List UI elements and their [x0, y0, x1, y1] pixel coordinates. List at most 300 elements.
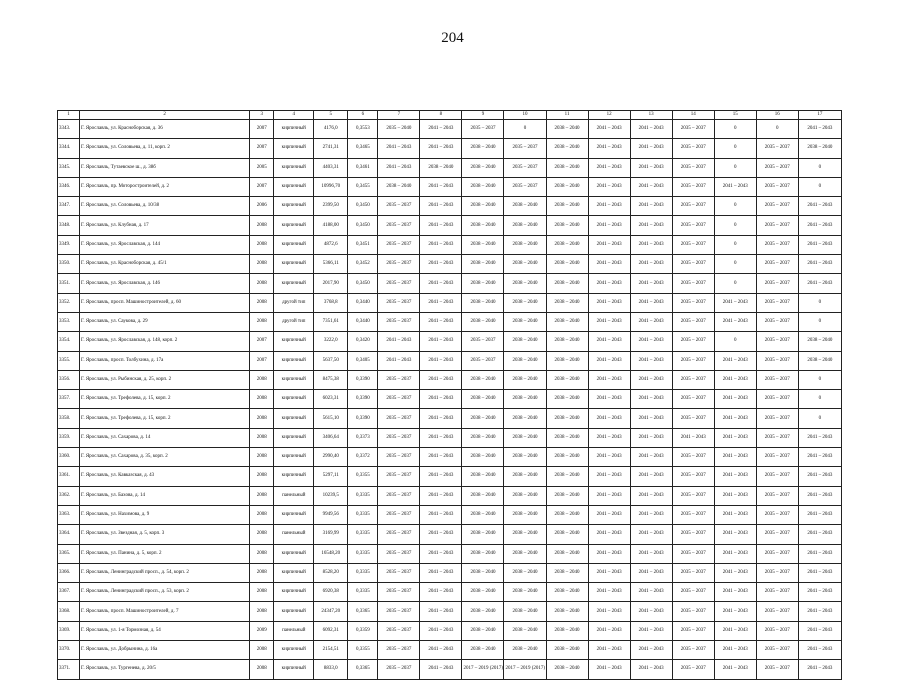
table-cell: 2041 – 2043	[798, 428, 841, 447]
table-cell: 0,3335	[348, 525, 378, 544]
table-cell: 2035 – 2037	[672, 525, 714, 544]
table-cell: 2041 – 2043	[420, 448, 462, 467]
table-cell: 2038 – 2040	[504, 583, 546, 602]
column-header: 5	[314, 111, 348, 120]
table-cell: 2038 – 2040	[462, 158, 504, 177]
address-cell: Г. Ярославль, ул. Панина, д. 5, корп. 2	[80, 544, 250, 563]
table-cell: 2041 – 2043	[714, 602, 756, 621]
table-cell: 0,3365	[348, 602, 378, 621]
table-cell: 2038 – 2040	[546, 583, 588, 602]
table-cell: 2038 – 2040	[798, 332, 841, 351]
table-cell: 2041 – 2043	[420, 467, 462, 486]
table-row	[58, 120, 842, 139]
table-cell: 0	[714, 120, 756, 139]
table-cell: 2041 – 2043	[714, 583, 756, 602]
column-header: 13	[630, 111, 672, 120]
table-cell: 2041 – 2043	[588, 274, 630, 293]
row-number-cell: 3349.	[58, 235, 80, 254]
table-cell: 2041 – 2043	[588, 486, 630, 505]
table-cell: 2041 – 2043	[798, 274, 841, 293]
table-cell: 2007	[250, 332, 274, 351]
table-cell: 2038 – 2040	[546, 370, 588, 389]
table-cell: 2035 – 2037	[672, 235, 714, 254]
table-cell: 2035 – 2037	[756, 660, 798, 679]
column-header: 10	[504, 111, 546, 120]
table-cell: 2038 – 2040	[378, 177, 420, 196]
table-cell: 2035 – 2037	[756, 351, 798, 370]
table-row	[58, 197, 842, 216]
row-number-cell: 3358.	[58, 409, 80, 428]
table-cell: 0,3365	[348, 660, 378, 679]
table-cell: 0,3335	[348, 486, 378, 505]
address-cell: Г. Ярославль, ул. Добрынина, д. 16а	[80, 641, 250, 660]
table-cell: 2041 – 2043	[588, 505, 630, 524]
table-row	[58, 583, 842, 602]
row-number-cell: 3361.	[58, 467, 80, 486]
table-cell: 2041 – 2043	[420, 312, 462, 331]
page-number: 204	[441, 30, 464, 46]
table-cell: 2035 – 2037	[672, 177, 714, 196]
table-cell: 2035 – 2037	[672, 370, 714, 389]
table-cell: 0,3450	[348, 274, 378, 293]
table-header	[58, 111, 842, 120]
table-cell: 2008	[250, 390, 274, 409]
table-cell: 2038 – 2040	[504, 448, 546, 467]
column-header: 11	[546, 111, 588, 120]
table-cell: 2038 – 2040	[462, 139, 504, 158]
table-cell: кирпичный	[274, 563, 314, 582]
table-cell: 2035 – 2037	[672, 255, 714, 274]
row-number-cell: 3369.	[58, 621, 80, 640]
table-cell: 2017 – 2019 (2017)	[504, 660, 546, 679]
table-cell: 2038 – 2040	[504, 332, 546, 351]
table-cell: 0	[798, 177, 841, 196]
table-cell: 2038 – 2040	[462, 505, 504, 524]
address-cell: Г. Ярославль, ул. Красноборская, д. 36	[80, 120, 250, 139]
table-cell: 2041 – 2043	[588, 197, 630, 216]
table-cell: 2035 – 2037	[378, 312, 420, 331]
table-cell: 2038 – 2040	[504, 505, 546, 524]
table-row	[58, 660, 842, 679]
table-cell: 4188,00	[314, 216, 348, 235]
table-cell: 2041 – 2043	[630, 660, 672, 679]
table-cell: 2035 – 2037	[378, 602, 420, 621]
table-cell: 2038 – 2040	[546, 390, 588, 409]
table-cell: 2035 – 2037	[672, 409, 714, 428]
row-number-cell: 3364.	[58, 525, 80, 544]
address-cell: Г. Ярославль, ул. Трефолева, д. 15, корп. 2	[80, 390, 250, 409]
table-cell: 0	[714, 139, 756, 158]
table-cell: 2008	[250, 544, 274, 563]
table-cell: 2041 – 2043	[420, 235, 462, 254]
row-number-cell: 3350.	[58, 255, 80, 274]
table-cell: 2041 – 2043	[378, 158, 420, 177]
column-header: 7	[378, 111, 420, 120]
table-cell: 2035 – 2037	[504, 177, 546, 196]
table-cell: 2035 – 2037	[378, 621, 420, 640]
table-cell: 2038 – 2040	[546, 467, 588, 486]
table-cell: 2035 – 2037	[756, 293, 798, 312]
table-cell: 2038 – 2040	[504, 641, 546, 660]
table-cell: 2038 – 2040	[504, 467, 546, 486]
table-cell: 4403,31	[314, 158, 348, 177]
table-cell: 2038 – 2040	[462, 255, 504, 274]
table-cell: 2038 – 2040	[504, 525, 546, 544]
table-cell: 2009	[250, 621, 274, 640]
table-cell: 2990,40	[314, 448, 348, 467]
table-cell: 2041 – 2043	[630, 293, 672, 312]
table-cell: 2041 – 2043	[672, 428, 714, 447]
column-header: 8	[420, 111, 462, 120]
table-cell: 2038 – 2040	[546, 563, 588, 582]
table-cell: 2041 – 2043	[798, 486, 841, 505]
table-cell: 0,3420	[348, 332, 378, 351]
table-cell: 2038 – 2040	[546, 505, 588, 524]
table-cell: 2041 – 2043	[420, 216, 462, 235]
column-header: 2	[80, 111, 250, 120]
column-header: 6	[348, 111, 378, 120]
table-cell: 2007	[250, 351, 274, 370]
table-cell: 0	[798, 370, 841, 389]
table-cell: 2038 – 2040	[546, 544, 588, 563]
table-cell: 2007	[250, 177, 274, 196]
table-cell: 2041 – 2043	[630, 505, 672, 524]
table-cell: 2038 – 2040	[546, 351, 588, 370]
table-cell: 2041 – 2043	[588, 563, 630, 582]
table-cell: 2038 – 2040	[546, 448, 588, 467]
table-cell: 2038 – 2040	[462, 641, 504, 660]
table-row	[58, 293, 842, 312]
table-cell: 0,3440	[348, 293, 378, 312]
table-cell: 2035 – 2037	[378, 216, 420, 235]
table-cell: 6920,38	[314, 583, 348, 602]
row-number-cell: 3347.	[58, 197, 80, 216]
table-cell: 2041 – 2043	[714, 525, 756, 544]
table-cell: 2038 – 2040	[546, 158, 588, 177]
column-header: 15	[714, 111, 756, 120]
table-row	[58, 602, 842, 621]
table-cell: 2041 – 2043	[714, 660, 756, 679]
table-cell: кирпичный	[274, 448, 314, 467]
table-cell: 2041 – 2043	[630, 235, 672, 254]
table-cell: 0	[714, 332, 756, 351]
table-row	[58, 351, 842, 370]
table-cell: 0,3450	[348, 216, 378, 235]
table-cell: 9949,56	[314, 505, 348, 524]
table-cell: 2041 – 2043	[714, 293, 756, 312]
table-cell: 2041 – 2043	[588, 621, 630, 640]
table-cell: 2041 – 2043	[714, 409, 756, 428]
table-cell: 2038 – 2040	[504, 602, 546, 621]
table-cell: 2035 – 2037	[378, 448, 420, 467]
table-cell: 2035 – 2037	[672, 293, 714, 312]
table-cell: 10996,70	[314, 177, 348, 196]
row-number-cell: 3354.	[58, 332, 80, 351]
table-cell: 2041 – 2043	[630, 583, 672, 602]
table-cell: 2041 – 2043	[420, 274, 462, 293]
table-row	[58, 409, 842, 428]
table-cell: панельный	[274, 525, 314, 544]
table-cell: 2035 – 2037	[756, 602, 798, 621]
table-cell: 2008	[250, 274, 274, 293]
table-cell: 2008	[250, 216, 274, 235]
table-cell: 2035 – 2037	[378, 660, 420, 679]
table-cell: кирпичный	[274, 660, 314, 679]
table-cell: 2041 – 2043	[420, 177, 462, 196]
table-cell: 2041 – 2043	[588, 312, 630, 331]
table-cell: кирпичный	[274, 370, 314, 389]
table-cell: 2399,50	[314, 197, 348, 216]
table-cell: 0,3335	[348, 544, 378, 563]
table-cell: 2035 – 2037	[756, 139, 798, 158]
table-cell: 2041 – 2043	[630, 525, 672, 544]
table-row	[58, 486, 842, 505]
table-cell: 2041 – 2043	[420, 563, 462, 582]
table-cell: 2041 – 2043	[630, 312, 672, 331]
table-cell: кирпичный	[274, 583, 314, 602]
table-cell: 2035 – 2037	[672, 197, 714, 216]
table-cell: 2008	[250, 467, 274, 486]
table-cell: 2008	[250, 505, 274, 524]
table-cell: 2041 – 2043	[630, 216, 672, 235]
table-cell: 2038 – 2040	[546, 197, 588, 216]
row-number-cell: 3353.	[58, 312, 80, 331]
table-body	[58, 120, 842, 680]
table-cell: 2041 – 2043	[378, 139, 420, 158]
table-cell: 2035 – 2037	[756, 274, 798, 293]
column-header: 9	[462, 111, 504, 120]
table-cell: 2041 – 2043	[714, 428, 756, 447]
table-cell: 2035 – 2037	[378, 235, 420, 254]
table-cell: 2006	[250, 197, 274, 216]
table-cell: 2041 – 2043	[420, 505, 462, 524]
table-cell: 2035 – 2037	[756, 255, 798, 274]
table-cell: 2041 – 2043	[588, 660, 630, 679]
table-cell: 2035 – 2037	[756, 583, 798, 602]
table-cell: 2041 – 2043	[630, 486, 672, 505]
table-cell: 2008	[250, 563, 274, 582]
row-number-cell: 3343.	[58, 120, 80, 139]
table-row	[58, 390, 842, 409]
table-cell: 2035 – 2037	[756, 370, 798, 389]
address-cell: Г. Ярославль, ул. Клубная, д. 17	[80, 216, 250, 235]
table-cell: 2038 – 2040	[546, 235, 588, 254]
table-cell: 2041 – 2043	[420, 293, 462, 312]
table-cell: 2038 – 2040	[504, 274, 546, 293]
table-cell: 2038 – 2040	[504, 216, 546, 235]
table-cell: 2041 – 2043	[588, 467, 630, 486]
row-number-cell: 3365.	[58, 544, 80, 563]
table-cell: 2041 – 2043	[630, 621, 672, 640]
table-cell: 2035 – 2037	[672, 505, 714, 524]
table-cell: кирпичный	[274, 409, 314, 428]
table-cell: 2041 – 2043	[378, 332, 420, 351]
address-cell: Г. Ярославль, Ленинградский просп., д. 53, корп. 2	[80, 583, 250, 602]
table-cell: 2041 – 2043	[630, 602, 672, 621]
table-cell: 6092,31	[314, 621, 348, 640]
table-cell: 0	[714, 274, 756, 293]
table-cell: 2041 – 2043	[420, 602, 462, 621]
table-cell: 0,3450	[348, 197, 378, 216]
table-cell: 2038 – 2040	[504, 370, 546, 389]
table-cell: 0	[714, 235, 756, 254]
table-cell: 2041 – 2043	[798, 216, 841, 235]
table-cell: кирпичный	[274, 467, 314, 486]
table-cell: 2038 – 2040	[462, 583, 504, 602]
table-cell: 2041 – 2043	[630, 544, 672, 563]
table-cell: 2038 – 2040	[546, 621, 588, 640]
table-cell: 2041 – 2043	[630, 120, 672, 139]
table-cell: 2038 – 2040	[462, 293, 504, 312]
table-cell: 2038 – 2040	[462, 486, 504, 505]
table-cell: 2041 – 2043	[798, 621, 841, 640]
table-cell: 2041 – 2043	[420, 197, 462, 216]
table-cell: кирпичный	[274, 505, 314, 524]
table-cell: 2035 – 2037	[672, 390, 714, 409]
table-cell: 2041 – 2043	[420, 332, 462, 351]
table-cell: кирпичный	[274, 544, 314, 563]
row-number-cell: 3348.	[58, 216, 80, 235]
row-number-cell: 3356.	[58, 370, 80, 389]
table-cell: 2035 – 2037	[756, 390, 798, 409]
table-cell: 2038 – 2040	[420, 158, 462, 177]
table-cell: 0	[714, 255, 756, 274]
table-cell: 2038 – 2040	[462, 235, 504, 254]
table-cell: 2041 – 2043	[420, 486, 462, 505]
table-cell: 2041 – 2043	[714, 312, 756, 331]
address-cell: Г. Ярославль, ул. Саукова, д. 29	[80, 312, 250, 331]
table-cell: 2035 – 2037	[378, 274, 420, 293]
table-cell: 2038 – 2040	[462, 428, 504, 447]
row-number-cell: 3357.	[58, 390, 80, 409]
table-cell: 2008	[250, 641, 274, 660]
table-cell: 2005	[250, 158, 274, 177]
table-cell: 2041 – 2043	[420, 139, 462, 158]
table-cell: 2038 – 2040	[462, 177, 504, 196]
table-cell: 2035 – 2037	[672, 274, 714, 293]
row-number-cell: 3355.	[58, 351, 80, 370]
table-cell: 2035 – 2037	[378, 467, 420, 486]
table-cell: 2038 – 2040	[798, 139, 841, 158]
table-cell: 2041 – 2043	[630, 139, 672, 158]
row-number-cell: 3368.	[58, 602, 80, 621]
table-cell: 0	[714, 216, 756, 235]
table-cell: 2038 – 2040	[546, 660, 588, 679]
table-cell: 2035 – 2037	[756, 467, 798, 486]
table-cell: 2041 – 2043	[588, 293, 630, 312]
table-cell: 2008	[250, 660, 274, 679]
table-cell: 2008	[250, 486, 274, 505]
table-cell: 2038 – 2040	[504, 293, 546, 312]
table-cell: 2035 – 2037	[756, 486, 798, 505]
table-cell: 2038 – 2040	[504, 563, 546, 582]
table-cell: 5297,11	[314, 467, 348, 486]
row-number-cell: 3346.	[58, 177, 80, 196]
table-cell: 2038 – 2040	[504, 312, 546, 331]
address-cell: Г. Ярославль, ул. Нахимова, д. 9	[80, 505, 250, 524]
row-number-cell: 3360.	[58, 448, 80, 467]
table-cell: 2041 – 2043	[420, 428, 462, 447]
table-cell: 2035 – 2037	[378, 428, 420, 447]
table-cell: 2041 – 2043	[420, 390, 462, 409]
table-cell: 2035 – 2037	[378, 486, 420, 505]
table-cell: 2035 – 2037	[672, 139, 714, 158]
table-cell: 4176,0	[314, 120, 348, 139]
table-cell: 0,3461	[348, 158, 378, 177]
housing-table	[57, 110, 842, 680]
table-cell: 2035 – 2037	[378, 370, 420, 389]
table-cell: 2038 – 2040	[504, 621, 546, 640]
table-row	[58, 312, 842, 331]
table-cell: 2041 – 2043	[798, 641, 841, 660]
table-cell: 2041 – 2043	[630, 467, 672, 486]
table-cell: 2041 – 2043	[420, 370, 462, 389]
table-cell: 2041 – 2043	[630, 370, 672, 389]
table-cell: кирпичный	[274, 641, 314, 660]
table-cell: 2038 – 2040	[546, 255, 588, 274]
table-cell: 2038 – 2040	[504, 544, 546, 563]
table-cell: 2035 – 2037	[756, 312, 798, 331]
table-cell: 0,3390	[348, 370, 378, 389]
table-cell: 2041 – 2043	[798, 255, 841, 274]
table-cell: 2035 – 2037	[672, 332, 714, 351]
table-cell: 2035 – 2037	[672, 602, 714, 621]
table-cell: 2041 – 2043	[420, 351, 462, 370]
table-cell: 2041 – 2043	[588, 409, 630, 428]
table-cell: 4872,6	[314, 235, 348, 254]
table-cell: 2041 – 2043	[714, 486, 756, 505]
table-cell: 2041 – 2043	[630, 409, 672, 428]
table-cell: 2035 – 2037	[672, 544, 714, 563]
table-cell: 0,3452	[348, 255, 378, 274]
table-cell: 0,3390	[348, 390, 378, 409]
table-cell: 2035 – 2037	[462, 351, 504, 370]
table-cell: 2041 – 2043	[798, 544, 841, 563]
table-cell: 2008	[250, 293, 274, 312]
table-cell: кирпичный	[274, 390, 314, 409]
table-cell: 2038 – 2040	[462, 525, 504, 544]
table-cell: 3406,64	[314, 428, 348, 447]
table-cell: 2041 – 2043	[714, 467, 756, 486]
address-cell: Г. Ярославль, ул. Ярославская, д. 144	[80, 235, 250, 254]
table-cell: 2041 – 2043	[714, 370, 756, 389]
table-cell: 2041 – 2043	[714, 641, 756, 660]
table-cell: 2038 – 2040	[462, 274, 504, 293]
table-row	[58, 274, 842, 293]
table-cell: 5366,11	[314, 255, 348, 274]
table-cell: 2017,90	[314, 274, 348, 293]
table-cell: 2035 – 2037	[672, 216, 714, 235]
table-cell: 0	[714, 158, 756, 177]
table-cell: 2154,51	[314, 641, 348, 660]
row-number-cell: 3351.	[58, 274, 80, 293]
table-cell: 2038 – 2040	[462, 602, 504, 621]
table-row	[58, 216, 842, 235]
table-cell: 0	[798, 390, 841, 409]
table-cell: 2041 – 2043	[420, 409, 462, 428]
column-header: 17	[798, 111, 841, 120]
table-cell: 0,3372	[348, 448, 378, 467]
table-cell: 2041 – 2043	[588, 235, 630, 254]
table-cell: 2038 – 2040	[546, 216, 588, 235]
table-row	[58, 370, 842, 389]
table-cell: 2041 – 2043	[798, 660, 841, 679]
table-cell: 2041 – 2043	[420, 525, 462, 544]
table-row	[58, 158, 842, 177]
table-row	[58, 428, 842, 447]
table-cell: 0,3335	[348, 505, 378, 524]
table-cell: 2035 – 2037	[756, 197, 798, 216]
